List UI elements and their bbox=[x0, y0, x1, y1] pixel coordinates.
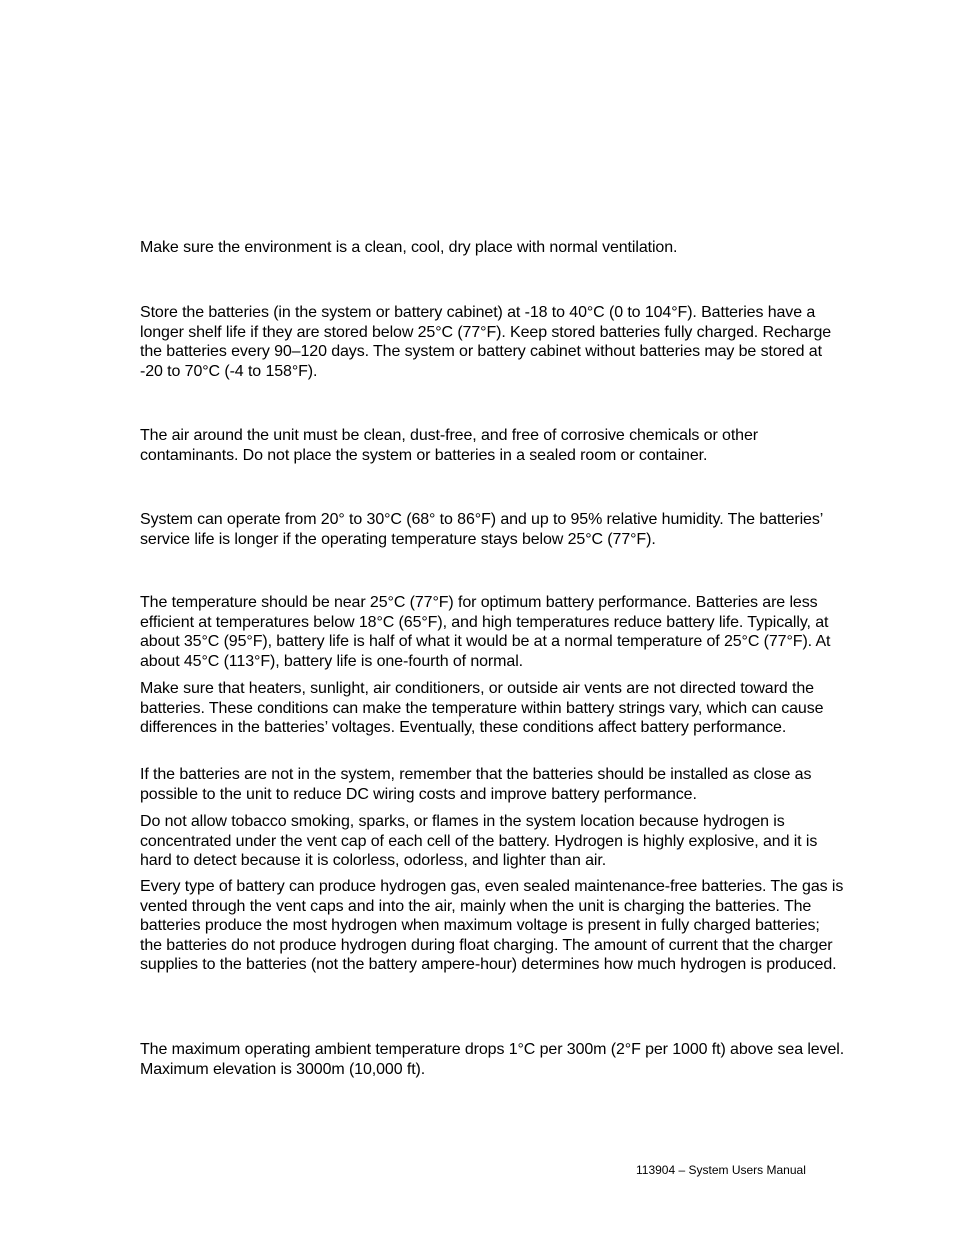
temperature-paragraph: The temperature should be near 25°C (77°F) for optimum battery performance. Batteries are less efficient at temperatures below 18°C (65°F), and high temperatures reduce battery life. Typically, at about 35°C (95°F), battery life is half of what it would be at a normal temperature of 25°C (77°F). At about 45°C (113°F), battery life is one-fourth of normal. bbox=[140, 594, 831, 670]
air-quality-paragraph: The air around the unit must be clean, dust-free, and free of corrosive chemicals or other contaminants. Do not place the system or batteries in a sealed room or container. bbox=[140, 427, 758, 464]
battery-placement-paragraph: If the batteries are not in the system, remember that the batteries should be installed as close as possible to the unit to reduce DC wiring costs and improve battery performance. bbox=[140, 766, 812, 803]
heaters-paragraph: Make sure that heaters, sunlight, air conditioners, or outside air vents are not directed toward the batteries. These conditions can make the temperature within battery strings vary, which can cause differences in the batteries’ voltages. Eventually, these conditions affect battery performance. bbox=[140, 680, 824, 737]
page-footer: 113904 – System Users Manual bbox=[636, 1163, 806, 1177]
hydrogen-gas-paragraph: Every type of battery can produce hydrogen gas, even sealed maintenance-free batteries. The gas is vented through the vent caps and into the air, mainly when the unit is charging the batteries. The batteries produce the most hydrogen when maximum voltage is present in fully charged batteries; the batteries do not produce hydrogen during float charging. The amount of current that the charger supplies to the batteries (not the battery ampere-hour) determines how much hydrogen is produced. bbox=[140, 878, 844, 974]
operating-conditions-paragraph: System can operate from 20° to 30°C (68° to 86°F) and up to 95% relative humidity. The batteries’ service life is longer if the operating temperature stays below 25°C (77°F). bbox=[140, 511, 823, 548]
smoking-warning-paragraph: Do not allow tobacco smoking, sparks, or flames in the system location because hydrogen is concentrated under the vent cap of each cell of the battery. Hydrogen is highly explosive, and it is hard to detect because it is colorless, odorless, and lighter than air. bbox=[140, 813, 818, 870]
altitude-paragraph: The maximum operating ambient temperature drops 1°C per 300m (2°F per 1000 ft) above sea level. Maximum elevation is 3000m (10,000 ft). bbox=[140, 1041, 845, 1078]
storage-paragraph: Store the batteries (in the system or battery cabinet) at -18 to 40°C (0 to 104°F). Batteries have a longer shelf life if they are stored below 25°C (77°F). Keep stored batteries fully charged. Recharge the batteries every 90–120 days. The system or battery cabinet without batteries may be stored at -20 to 70°C (-4 to 158°F). bbox=[140, 304, 832, 380]
environment-paragraph: Make sure the environment is a clean, cool, dry place with normal ventilation. bbox=[140, 239, 678, 256]
